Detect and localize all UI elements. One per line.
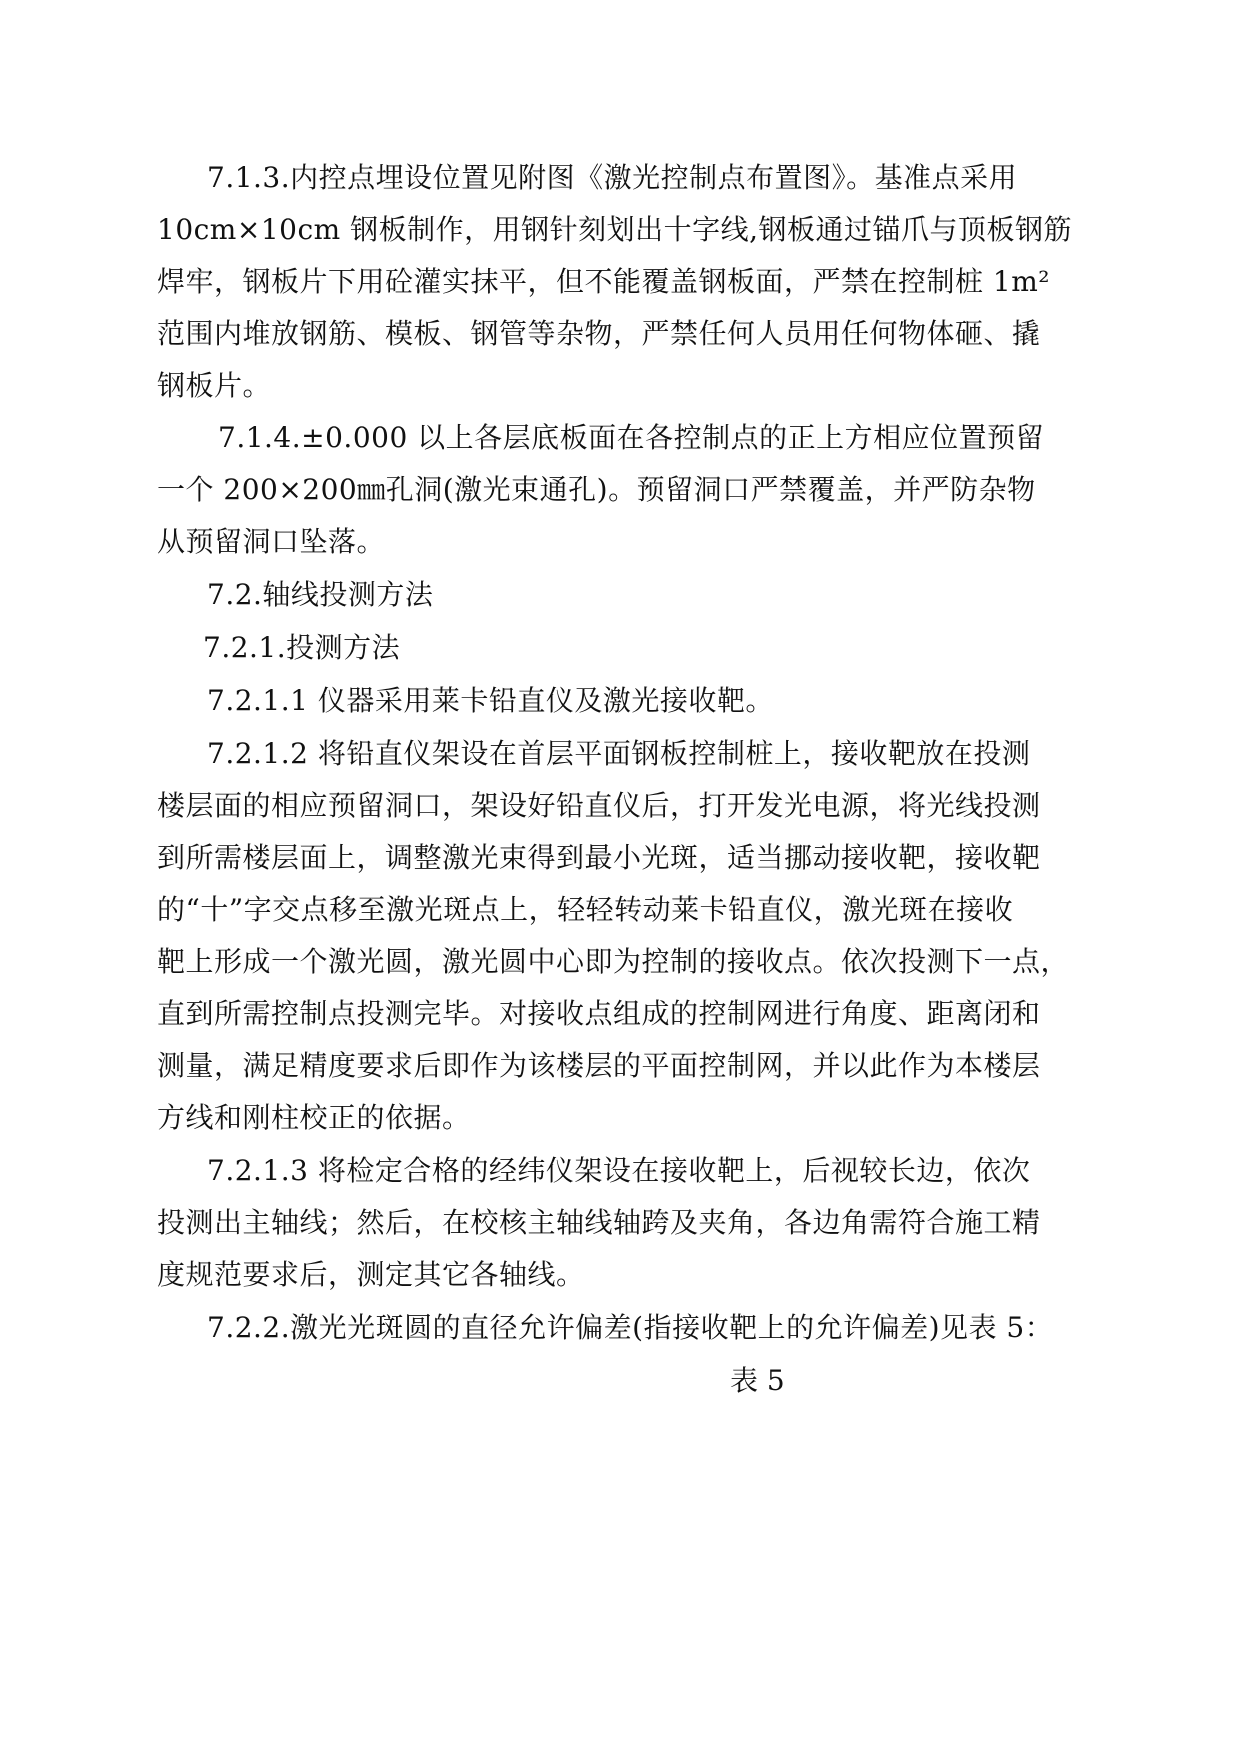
paragraph-7-2-1-2-line-6: 直到所需控制点投测完毕。对接收点组成的控制网进行角度、距离闭和 xyxy=(157,997,1041,1030)
paragraph-7-2-1-2-line-2: 楼层面的相应预留洞口，架设好铅直仪后，打开发光电源，将光线投测 xyxy=(157,789,1041,822)
paragraph-7-1-4-line-2: 一个 200×200㎜孔洞(激光束通孔)。预留洞口严禁覆盖，并严防杂物 xyxy=(157,473,1036,506)
paragraph-7-2-1-2-line-5: 靶上形成一个激光圆，激光圆中心即为控制的接收点。依次投测下一点， xyxy=(157,945,1070,978)
paragraph-7-2-1-2-line-3: 到所需楼层面上，调整激光束得到最小光斑，适当挪动接收靶，接收靶 xyxy=(157,841,1041,874)
paragraph-7-2-1-2-line-8: 方线和刚柱校正的依据。 xyxy=(157,1101,471,1134)
paragraph-7-1-4-line-3: 从预留洞口坠落。 xyxy=(157,525,386,558)
paragraph-7-1-3-line-4: 范围内堆放钢筋、模板、钢管等杂物，严禁任何人员用任何物体砸、撬 xyxy=(157,317,1041,350)
paragraph-7-1-3-line-2: 10cm×10cm 钢板制作，用钢针刻划出十字线,钢板通过锚爪与顶板钢筋 xyxy=(157,213,1072,246)
section-heading-7-2-1: 7.2.1.投测方法 xyxy=(203,631,401,664)
paragraph-7-1-4-line-1: 7.1.4.±0.000 以上各层底板面在各控制点的正上方相应位置预留 xyxy=(218,421,1045,454)
paragraph-7-2-1-2-line-1: 7.2.1.2 将铅直仪架设在首层平面钢板控制桩上，接收靶放在投测 xyxy=(207,737,1031,770)
paragraph-7-2-1-2-line-4: 的“十”字交点移至激光斑点上，轻轻转动莱卡铅直仪，激光斑在接收 xyxy=(157,893,1014,926)
paragraph-7-2-2: 7.2.2.激光光斑圆的直径允许偏差(指接收靶上的允许偏差)见表 5： xyxy=(207,1311,1054,1344)
paragraph-7-1-3-line-5: 钢板片。 xyxy=(157,369,272,402)
paragraph-7-2-1-3-line-1: 7.2.1.3 将检定合格的经纬仪架设在接收靶上，后视较长边，依次 xyxy=(207,1154,1031,1187)
paragraph-7-2-1-3-line-2: 投测出主轴线；然后，在校核主轴线轴跨及夹角，各边角需符合施工精 xyxy=(157,1206,1041,1239)
paragraph-7-2-1-2-line-7: 测量，满足精度要求后即作为该楼层的平面控制网，并以此作为本楼层 xyxy=(157,1049,1041,1082)
section-heading-7-2: 7.2.轴线投测方法 xyxy=(207,578,434,611)
paragraph-7-1-3-line-3: 焊牢，钢板片下用砼灌实抹平，但不能覆盖钢板面，严禁在控制桩 1m² xyxy=(157,265,1050,298)
paragraph-7-2-1-3-line-3: 度规范要求后，测定其它各轴线。 xyxy=(157,1258,585,1291)
paragraph-7-1-3-line-1: 7.1.3.内控点埋设位置见附图《激光控制点布置图》。基准点采用 xyxy=(207,161,1018,194)
table-caption: 表 5 xyxy=(730,1364,785,1397)
paragraph-7-2-1-1: 7.2.1.1 仪器采用莱卡铅直仪及激光接收靶。 xyxy=(207,684,774,717)
